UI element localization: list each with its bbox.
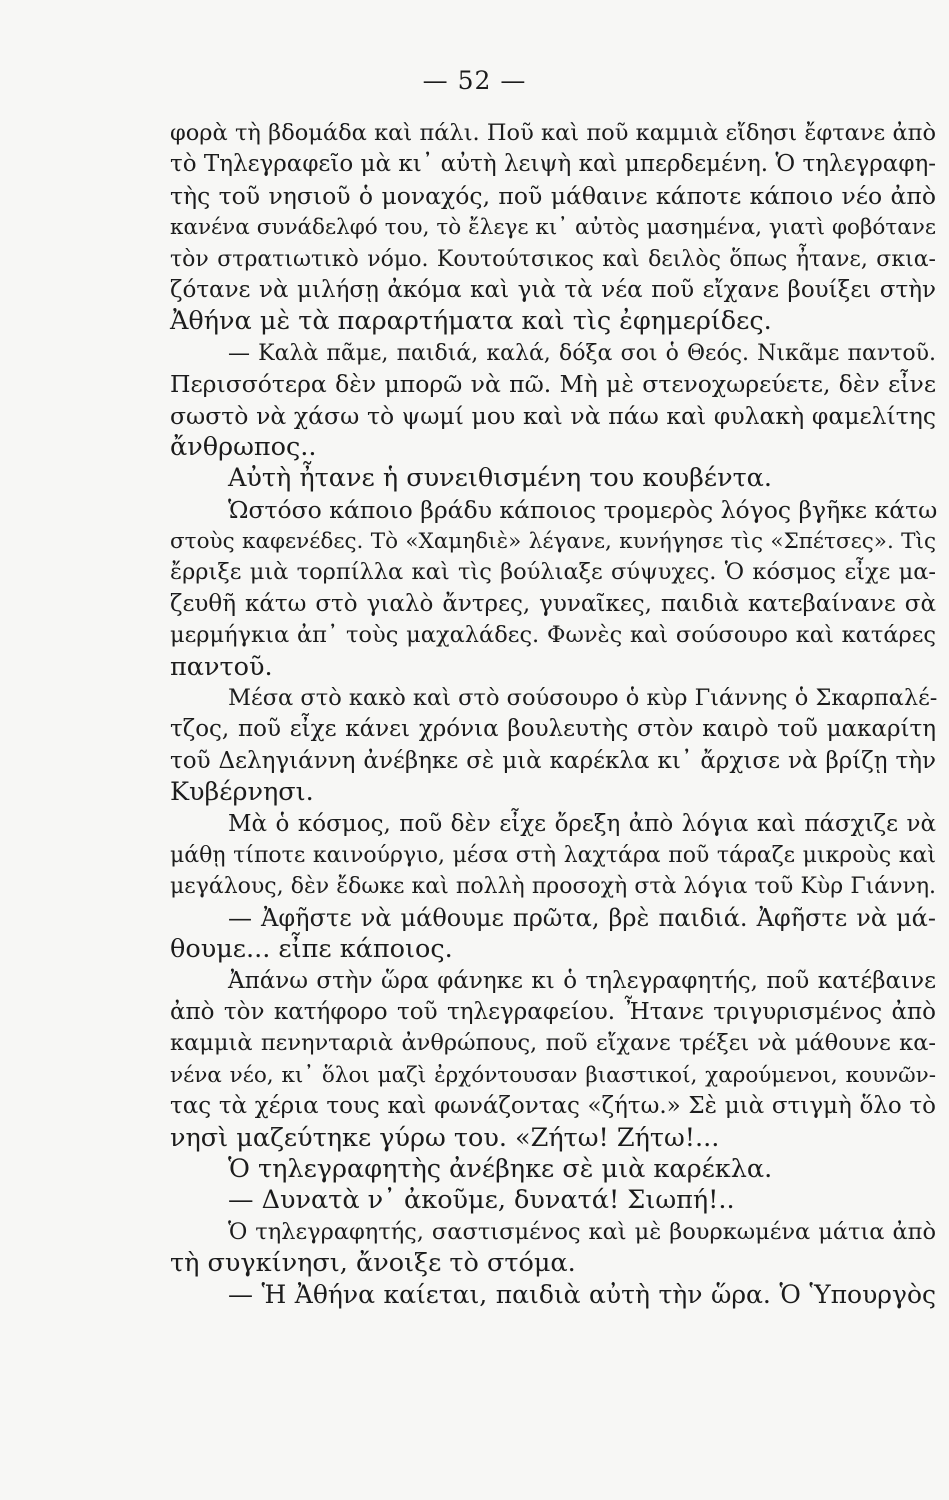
text-line: — Ἀφῆστε νὰ μάθουμε πρῶτα, βρὲ παιδιά. Ἀφῆστε νὰ μά- [228, 903, 936, 932]
text-line: ἔρριξε μιὰ τορπίλλα καὶ τὶς βούλιαξε σύψυχες. Ὁ κόσμος εἶχε μα- [170, 559, 936, 586]
text-line: τας τὰ χέρια τους καὶ φωνάζοντας «ζήτω.» Σὲ μιὰ στιγμὴ ὅλο τὸ [170, 1093, 936, 1120]
text-line: τὸν στρατιωτικὸ νόμο. Κουτούτσικος καὶ δειλὸς ὅπως ἦτανε, σκια- [170, 246, 936, 272]
text-line: Ὁ τηλεγραφητὴς ἀνέβηκε σὲ μιὰ καρέκλα. [228, 1153, 773, 1184]
text-line: παντοῦ. [170, 651, 273, 682]
text-line: Ὡστόσο κάποιο βράδυ κάποιος τρομερὸς λόγος βγῆκε κάτω [228, 495, 938, 524]
text-line: Μὰ ὁ κόσμος, ποῦ δὲν εἶχε ὄρεξη ἀπὸ λόγια καὶ πάσχιζε νὰ [228, 810, 936, 837]
text-line: μεγάλους, δὲν ἔδωκε καὶ πολλὴ προσοχὴ στὰ λόγια τοῦ Κὺρ Γιάννη. [170, 874, 936, 900]
text-line: Περισσότερα δὲν μπορῶ νὰ πῶ. Μὴ μὲ στενοχωρεύετε, δὲν εἶνε [170, 370, 936, 399]
text-line: ζευθῆ κάτω στὸ γιαλὸ ἄντρες, γυναῖκες, παιδιὰ κατεβαίνανε σὰ [170, 590, 936, 617]
text-line: φορὰ τὴ βδομάδα καὶ πάλι. Ποῦ καὶ ποῦ καμμιὰ εἴδησι ἔφτανε ἀπὸ [170, 120, 936, 146]
text-line: Αὐτὴ ἦτανε ἡ συνειθισμένη του κουβέντα. [228, 463, 773, 494]
text-line: τοῦ Δεληγιάννη ἀνέβηκε σὲ μιὰ καρέκλα κι᾿ ἄρχισε νὰ βρίζῃ τὴν [170, 747, 936, 774]
text-line: τὴς τοῦ νησιοῦ ὁ μοναχός, ποῦ μάθαινε κάποτε κάποιο νέο ἀπὸ [170, 181, 936, 210]
text-line: Ἀπάνω στὴν ὥρα φάνηκε κι ὁ τηλεγραφητής, ποῦ κατέβαινε [228, 967, 936, 994]
text-line: θουμε... εἶπε κάποιος. [170, 934, 453, 965]
text-line: ἀπὸ τὸν κατήφορο τοῦ τηλεγραφείου. Ἦτανε τριγυρισμένος ἀπὸ [170, 998, 936, 1025]
text-line: Ὁ τηλεγραφητής, σαστισμένος καὶ μὲ βουρκωμένα μάτια ἀπὸ [228, 1218, 936, 1245]
body-text [170, 118, 936, 1311]
text-line: — Ἡ Ἀθήνα καίεται, παιδιὰ αὐτὴ τὴν ὥρα. Ὁ Ὑπουργὸς [228, 1280, 936, 1310]
text-line: νένα νέο, κι᾿ ὅλοι μαζὶ ἐρχόντουσαν βιαστικοί, χαρούμενοι, κουνῶν- [170, 1062, 936, 1088]
text-line: Ἀθήνα μὲ τὰ παραρτήματα καὶ τὶς ἐφημερίδες. [170, 306, 772, 337]
text-line: νησὶ μαζεύτηκε γύρω του. «Ζήτω! Ζήτω!... [170, 1122, 720, 1153]
text-line: κανένα συνάδελφό του, τὸ ἔλεγε κι᾿ αὐτὸς μασημένα, γιατὶ φοβότανε [170, 215, 936, 241]
text-line: — Δυνατὰ ν᾿ ἀκοῦμε, δυνατά! Σιωπή!.. [228, 1185, 735, 1216]
text-line: μερμήγκια ἀπ᾿ τοὺς μαχαλάδες. Φωνὲς καὶ σούσουρο καὶ κατάρες [170, 622, 936, 649]
text-line: Κυβέρνησι. [170, 777, 314, 808]
text-line: σωστὸ νὰ χάσω τὸ ψωμί μου καὶ νὰ πάω καὶ φυλακὴ φαμελίτης [170, 401, 936, 430]
page-number: — 52 — [422, 66, 527, 95]
text-line: τὴ συγκίνησι, ἄνοιξε τὸ στόμα. [170, 1248, 576, 1279]
text-line: στοὺς καφενέδες. Τὸ «Χαμηδιὲ» λέγανε, κυνήγησε τὶς «Σπέτσες». Τὶς [170, 529, 936, 555]
text-line: ἄνθρωπος.. [170, 431, 317, 462]
text-line: Μέσα στὸ κακὸ καὶ στὸ σούσουρο ὁ κὺρ Γιάννης ὁ Σκαρπαλέ- [228, 685, 938, 712]
text-line: ζότανε νὰ μιλήσῃ ἀκόμα καὶ γιὰ τὰ νέα ποῦ εἴχανε βουίξει στὴν [170, 276, 936, 303]
text-line: καμμιὰ πενηνταριὰ ἀνθρώπους, ποῦ εἴχανε τρέξει νὰ μάθουνε κα- [170, 1030, 936, 1057]
text-line: τζος, ποῦ εἶχε κάνει χρόνια βουλευτὴς στὸν καιρὸ τοῦ μακαρίτη [170, 716, 936, 743]
text-line: — Καλὰ πᾶμε, παιδιά, καλά, δόξα σοι ὁ Θεός. Νικᾶμε παντοῦ. [228, 340, 936, 366]
text-line: μάθῃ τίποτε καινούργιο, μέσα στὴ λαχτάρα ποῦ τάραζε μικροὺς καὶ [170, 842, 936, 868]
text-line: τὸ Τηλεγραφεῖο μὰ κι᾿ αὐτὴ λειψὴ καὶ μπερδεμένη. Ὁ τηλεγραφη- [170, 151, 936, 178]
